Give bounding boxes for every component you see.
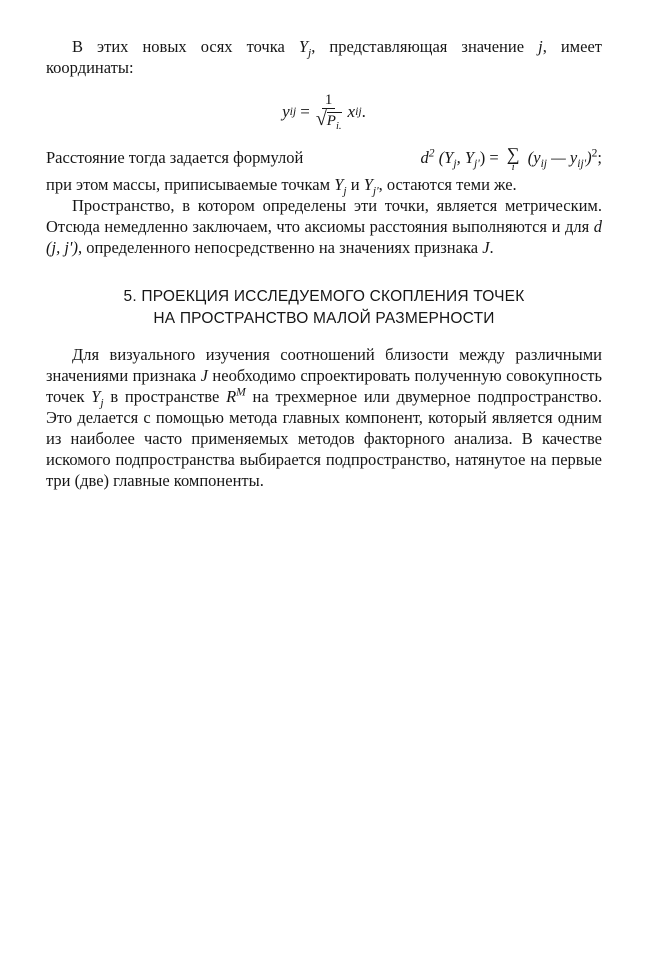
text: . — [489, 238, 494, 257]
sum-index: i — [511, 161, 515, 173]
symbol-y: y — [282, 101, 290, 121]
subscript: j — [308, 47, 312, 60]
symbol-Y: Y — [298, 37, 309, 56]
math-Yj — [298, 37, 312, 60]
text: , остаются теми же. — [378, 175, 517, 194]
text: Для визуального изучения соотношений близости между различными значениями признака — [46, 345, 602, 385]
sum-icon — [507, 146, 520, 172]
equals-sign: = — [300, 101, 310, 121]
symbol-Y: Y — [91, 387, 101, 406]
paragraph-distance-formula — [46, 146, 602, 174]
radicand — [326, 112, 342, 132]
text: В этих новых осях точка — [72, 37, 299, 56]
sqrt-icon: √ — [315, 107, 327, 130]
subscript: j — [453, 158, 457, 171]
subscript: j' — [372, 185, 379, 198]
text: Расстояние тогда задается формулой — [46, 147, 304, 167]
symbol-J: J — [200, 366, 208, 385]
section-heading-line-2: НА ПРОСТРАНСТВО МАЛОЙ РАЗМЕРНОСТИ — [153, 310, 495, 327]
symbol-R: R — [226, 387, 237, 406]
paragraph-masses — [46, 174, 602, 198]
section-heading-line-1: 5. ПРОЕКЦИЯ ИССЛЕДУЕМОГО СКОПЛЕНИЯ ТОЧЕК — [123, 288, 525, 305]
math-Yj-prime — [363, 175, 379, 198]
superscript: 2 — [428, 147, 435, 160]
formula-coordinates — [46, 82, 602, 140]
subscript: ij — [540, 158, 547, 171]
period: . — [361, 101, 366, 121]
text: , имеет координаты: — [46, 37, 602, 77]
symbol-J: J — [482, 238, 490, 257]
subscript: j — [100, 397, 104, 410]
subscript: j' — [474, 158, 480, 171]
formula-distance — [421, 146, 602, 172]
symbol-P: P — [326, 112, 336, 129]
text: — y — [546, 147, 578, 167]
subscript: i. — [335, 120, 342, 132]
symbol-j: j — [538, 37, 543, 56]
text: в пространстве — [103, 387, 227, 406]
formula: y ij = $\frac{1}{√P_{i.}}$ x ij . — [282, 91, 366, 132]
text: необходимо спроектировать полученную совокупность точек — [46, 366, 603, 406]
superscript: 2 — [591, 147, 598, 160]
text: и — [346, 175, 364, 194]
subscript: j — [343, 185, 347, 198]
symbol-Y: Y — [363, 175, 373, 194]
fraction-numerator: 1 — [322, 92, 336, 109]
paragraph-projection — [46, 344, 602, 491]
text: ; — [597, 147, 602, 167]
text: на трехмерное или двумерное подпространство. Это делается с помощью метода главных компонент, который является одним из наиболее часто применяемых методов факторного анализа. В качестве искомого подпространства выбирается подпространство, натянутое на первые три (две) главные компоненты. — [46, 387, 602, 490]
math-d-j-j-prime: d (j, j') — [46, 217, 602, 257]
fraction-denominator — [316, 109, 342, 131]
text: (Y — [434, 147, 454, 167]
superscript: M — [236, 386, 246, 399]
sigma-symbol: ∑ — [506, 144, 520, 164]
symbol-x: x — [347, 101, 356, 121]
math-Yj — [334, 175, 347, 198]
page — [46, 36, 602, 491]
symbol-d: d — [420, 147, 429, 167]
section-heading — [46, 286, 602, 330]
text: , Y — [456, 147, 475, 167]
math-Yj — [91, 387, 104, 410]
text: , определенного непосредственно на значениях признака — [77, 238, 483, 257]
text: , представляющая значение — [311, 37, 539, 56]
text: (y — [523, 147, 541, 167]
paragraph-metric-space — [46, 195, 602, 258]
text: при этом массы, приписываемые точкам — [46, 175, 335, 194]
text: ) = — [479, 147, 503, 167]
paragraph-coordinates-intro — [46, 36, 602, 78]
text: ) — [586, 147, 592, 167]
symbol-Y: Y — [334, 175, 344, 194]
text: Пространство, в котором определены эти точки, является метрическим. Отсюда немедленно заключаем, что аксиомы расстояния выполняются и для — [46, 196, 602, 236]
math-RM — [226, 387, 246, 406]
subscript: ij' — [577, 158, 587, 171]
fraction — [316, 92, 342, 131]
